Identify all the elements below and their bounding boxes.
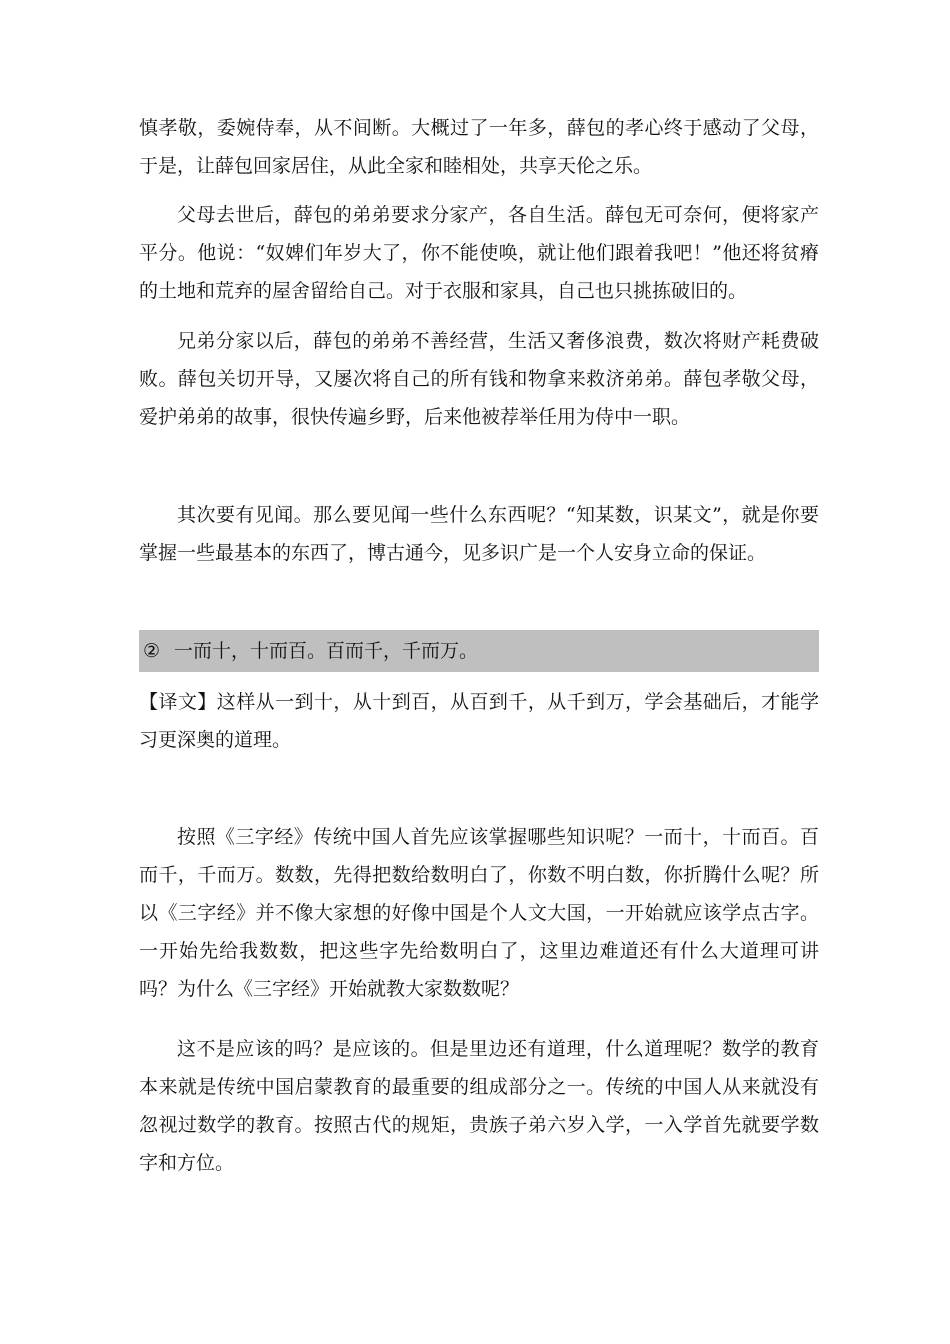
paragraph-filial-piety: 慎孝敬，委婉侍奉，从不间断。大概过了一年多，薛包的孝心终于感动了父母，于是，让薛包回家居住，从此全家和睦相处，共享天伦之乐。 (139, 117, 819, 177)
paragraph-brother-relief: 兄弟分家以后，薛包的弟弟不善经营，生活又奢侈浪费，数次将财产耗费破败。薛包关切开导，又屡次将自己的所有钱和物拿来救济弟弟。薛包孝敬父母，爱护弟弟的故事，很快传遍乡野，后来他被荐举任用为侍中一职。 (139, 330, 819, 428)
verse-text: 一而十，十而百。百而千，千而万。 (174, 640, 479, 662)
classic-verse-highlight (139, 630, 819, 672)
paragraph-math-education: 这不是应该的吗？是应该的。但是里边还有道理，什么道理呢？数学的教育本来就是传统中国启蒙教育的最重要的组成部分之一。传统的中国人从来就没有忽视过数学的教育。按照古代的规矩，贵族子弟六岁入学，一入学首先就要学数字和方位。 (139, 1038, 819, 1174)
verse-number: ② (143, 640, 161, 662)
paragraph-translation: 【译文】这样从一到十，从十到百，从百到千，从千到万，学会基础后，才能学习更深奥的道理。 (139, 691, 819, 751)
paragraph-knowledge: 其次要有见闻。那么要见闻一些什么东西呢？“知某数，识某文”，就是你要掌握一些最基本的东西了，博古通今，见多识广是一个人安身立命的保证。 (139, 504, 819, 564)
paragraph-counting: 按照《三字经》传统中国人首先应该掌握哪些知识呢？一而十，十而百。百而千，千而万。数数，先得把数给数明白了，你数不明白数，你折腾什么呢？所以《三字经》并不像大家想的好像中国是个人文大国，一开始就应该学点古字。一开始先给我数数，把这些字先给数明白了，这里边难道还有什么大道理可讲吗？为什么《三字经》开始就教大家数数呢？ (139, 826, 819, 1000)
paragraph-inheritance-division: 父母去世后，薛包的弟弟要求分家产，各自生活。薛包无可奈何，便将家产平分。他说：“奴婢们年岁大了，你不能使唤，就让他们跟着我吧！”他还将贫瘠的土地和荒弃的屋舍留给自己。对于衣服和家具，自己也只挑拣破旧的。 (139, 204, 819, 302)
